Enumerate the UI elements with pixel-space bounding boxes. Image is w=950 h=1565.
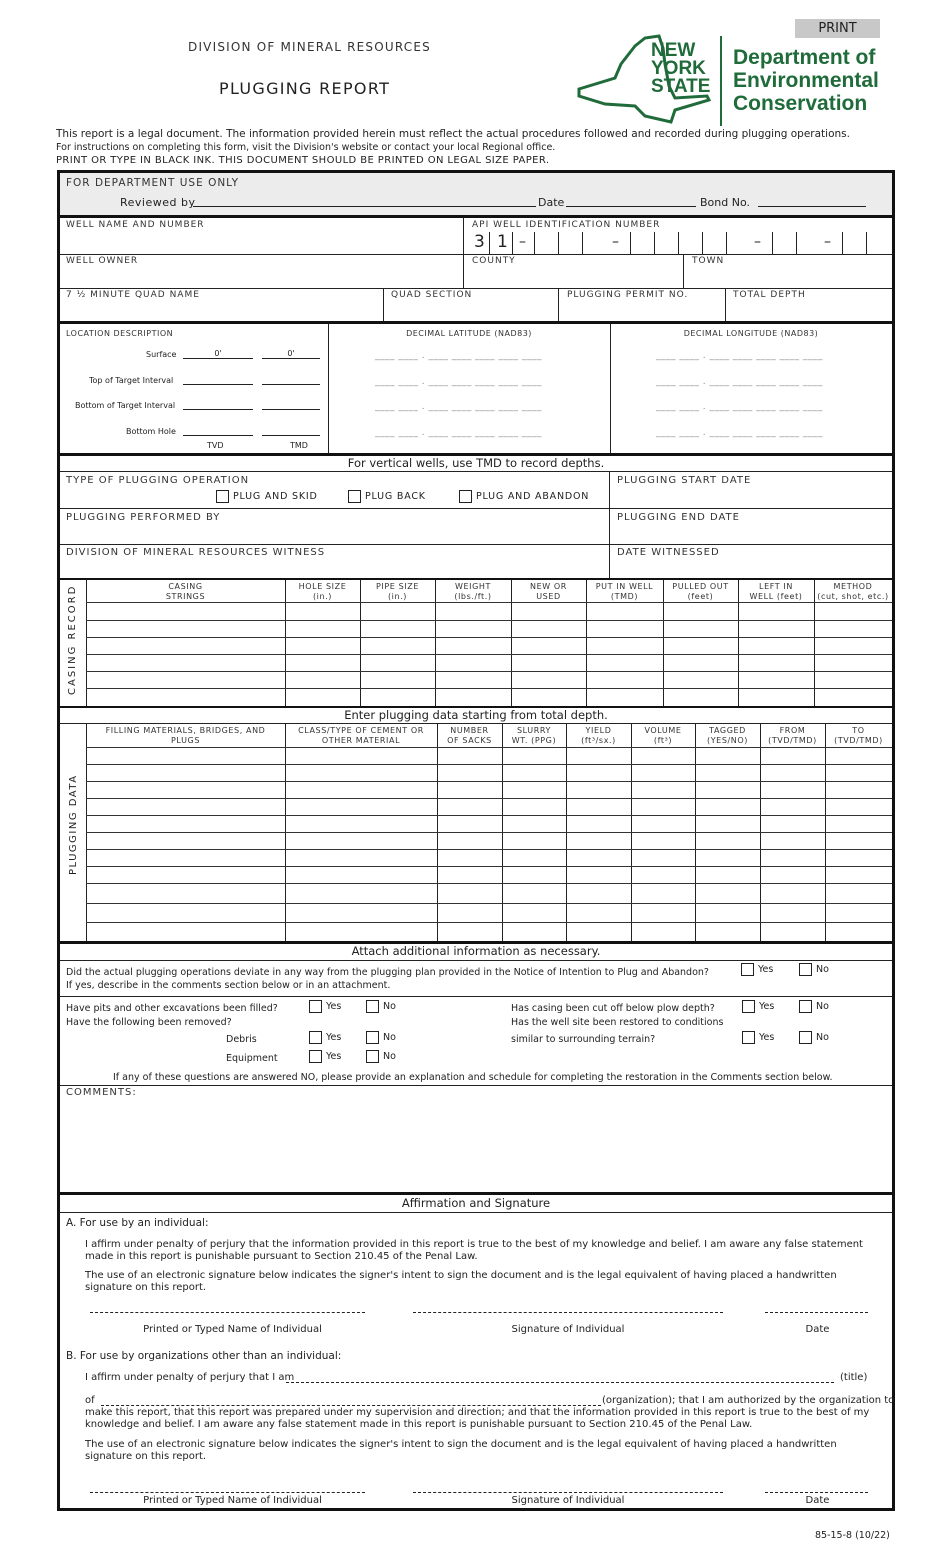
surface-tvd-field[interactable]: 0' xyxy=(183,349,253,359)
deviate-yes[interactable]: Yes xyxy=(741,963,773,976)
nys-logo xyxy=(575,34,895,130)
dept-date-label: Date xyxy=(538,196,565,209)
casing-header-1: HOLE SIZE (in.) xyxy=(298,582,347,601)
affirmation-title: Affirmation and Signature xyxy=(401,1196,551,1210)
api-digit-2: 1 xyxy=(497,232,508,252)
date-witnessed-label: DATE WITNESSED xyxy=(617,547,720,558)
quad-section-label: QUAD SECTION xyxy=(391,290,473,300)
reviewed-by-label: Reviewed by xyxy=(120,196,196,209)
section-b-text-2: make this report, that this report was prepared under my supervision and direction; and that the information provided in this report is true to the best of my knowledge and belief. I am aware any false statement made in this report is punishable pursuant to Section 210.45 of the Penal Law. xyxy=(85,1407,870,1430)
casing-row[interactable] xyxy=(86,602,892,603)
casing-header-5: PUT IN WELL (TMD) xyxy=(595,582,654,601)
casing-header-2: PIPE SIZE (in.) xyxy=(376,582,419,601)
b-signature-field[interactable] xyxy=(413,1492,723,1493)
tvd-label: TVD xyxy=(207,441,224,450)
comments-label: COMMENTS: xyxy=(66,1087,137,1098)
checkbox-icon[interactable] xyxy=(459,490,472,503)
plugging-header-8: TO (TVD/TMD) xyxy=(834,726,883,745)
dept-date-field[interactable] xyxy=(566,206,696,207)
plugging-row[interactable] xyxy=(86,798,892,799)
plugging-note: Enter plugging data starting from total depth. xyxy=(344,708,608,722)
b-signature-label: Signature of Individual xyxy=(511,1495,625,1506)
casing-cut-question: Has casing been cut off below plow depth? xyxy=(511,1003,715,1014)
debris-yes[interactable]: Yes xyxy=(309,1031,341,1044)
api-digit-1: 3 xyxy=(474,232,485,252)
logo-dept-line2: Environmental xyxy=(733,69,879,92)
casing-header-8: METHOD (cut, shot, etc.) xyxy=(817,582,889,601)
division-heading: DIVISION OF MINERAL RESOURCES xyxy=(188,40,431,54)
well-owner-label: WELL OWNER xyxy=(66,256,139,266)
equipment-no[interactable]: No xyxy=(366,1050,396,1063)
bh-tvd-field[interactable] xyxy=(183,427,253,436)
pits-question: Have pits and other excavations been filled? xyxy=(66,1003,278,1014)
equipment-label: Equipment xyxy=(226,1053,278,1064)
form-frame xyxy=(57,170,895,1511)
debris-no[interactable]: No xyxy=(366,1031,396,1044)
plugging-header-1: CLASS/TYPE OF CEMENT OR OTHER MATERIAL xyxy=(298,726,424,745)
deviate-no[interactable]: No xyxy=(799,963,829,976)
latitude-label: DECIMAL LATITUDE (NAD83) xyxy=(406,329,532,338)
b-date-label: Date xyxy=(805,1495,830,1506)
checkbox-icon[interactable] xyxy=(216,490,229,503)
logo-dept-line1: Department of xyxy=(733,46,876,69)
town-label: TOWN xyxy=(692,256,725,266)
a-date-label: Date xyxy=(805,1324,830,1335)
plugging-row[interactable] xyxy=(86,922,892,923)
option-plug-abandon[interactable]: PLUG AND ABANDON xyxy=(459,490,589,503)
bh-tmd-field[interactable] xyxy=(262,427,320,436)
plugging-row[interactable] xyxy=(86,815,892,816)
a-name-label: Printed or Typed Name of Individual xyxy=(143,1324,322,1335)
plug-type-label: TYPE OF PLUGGING OPERATION xyxy=(66,475,250,486)
plugging-header-2: NUMBER OF SACKS xyxy=(447,726,492,745)
plugging-header-3: SLURRY WT. (PPG) xyxy=(511,726,557,745)
a-date-field[interactable] xyxy=(765,1312,868,1313)
casing-row[interactable] xyxy=(86,654,892,655)
well-name-label: WELL NAME AND NUMBER xyxy=(66,220,205,230)
surface-lat[interactable]: ____ ____ . ____ ____ ____ ____ ____ xyxy=(375,351,542,361)
restored-question-1: Has the well site been restored to conditions xyxy=(511,1017,724,1028)
restored-question-2: similar to surrounding terrain? xyxy=(511,1034,656,1045)
permit-no-label: PLUGGING PERMIT NO. xyxy=(567,290,689,300)
location-title: LOCATION DESCRIPTION xyxy=(66,329,174,338)
loc-surface-label: Surface xyxy=(146,350,177,359)
casing-header-7: LEFT IN WELL (feet) xyxy=(749,582,803,601)
plugging-row[interactable] xyxy=(86,883,892,884)
casing-header-0: CASING STRINGS xyxy=(165,582,206,601)
section-b-text: I affirm under penalty of perjury that I am xyxy=(85,1372,295,1383)
county-label: COUNTY xyxy=(472,256,516,266)
logo-state-line1: NEW xyxy=(651,40,696,61)
section-b-title: B. For use by organizations other than an individual: xyxy=(66,1350,342,1362)
b-date-field[interactable] xyxy=(765,1492,868,1493)
section-a-title: A. For use by an individual: xyxy=(66,1217,209,1229)
print-button[interactable]: PRINT xyxy=(795,19,880,38)
tmd-label: TMD xyxy=(290,441,308,450)
casing-header-4: NEW OR USED xyxy=(530,582,567,601)
api-label: API WELL IDENTIFICATION NUMBER xyxy=(472,220,661,230)
comments-field[interactable] xyxy=(60,1100,892,1192)
top-lon[interactable]: ____ ____ . ____ ____ ____ ____ ____ xyxy=(656,377,823,387)
logo-state-line3: STATE xyxy=(651,76,711,97)
casing-header-3: WEIGHT (lbs./ft.) xyxy=(454,582,492,601)
plugging-header-7: FROM (TVD/TMD) xyxy=(768,726,817,745)
logo-dept-line3: Conservation xyxy=(733,92,868,115)
b-title-suffix: (title) xyxy=(840,1372,868,1383)
plugging-header-6: TAGGED (YES/NO) xyxy=(706,726,749,745)
bottom-tvd-field[interactable] xyxy=(183,401,253,410)
api-boxes[interactable]: – – – – xyxy=(466,232,892,254)
casing-row[interactable] xyxy=(86,671,892,672)
casing-row[interactable] xyxy=(86,688,892,689)
pits-yes[interactable]: Yes xyxy=(309,1000,341,1013)
b-name-label: Printed or Typed Name of Individual xyxy=(143,1495,322,1506)
intro-line-1: This report is a legal document. The information provided herein must reflect the actual procedures followed and recorded during plugging operations. xyxy=(56,128,850,140)
performed-by-label: PLUGGING PERFORMED BY xyxy=(66,512,221,523)
bottom-lat[interactable]: ____ ____ . ____ ____ ____ ____ ____ xyxy=(375,402,542,412)
a-signature-label: Signature of Individual xyxy=(511,1324,625,1335)
loc-top-label: Top of Target Interval xyxy=(89,376,174,385)
top-tmd-field[interactable] xyxy=(262,376,320,385)
witness-label: DIVISION OF MINERAL RESOURCES WITNESS xyxy=(66,547,326,558)
casing-row[interactable] xyxy=(86,620,892,621)
b-title-field[interactable] xyxy=(286,1382,834,1383)
intro-line-2: For instructions on completing this form, visit the Division's website or contact your local Regional office. xyxy=(56,142,556,153)
b-of-label: of xyxy=(85,1395,95,1406)
attach-note: Attach additional information as necessary. xyxy=(351,944,601,958)
loc-bottomhole-label: Bottom Hole xyxy=(126,427,176,436)
plugging-row[interactable] xyxy=(86,764,892,765)
bh-lon[interactable]: ____ ____ . ____ ____ ____ ____ ____ xyxy=(656,428,823,438)
bottom-tmd-field[interactable] xyxy=(262,401,320,410)
surface-tmd-field[interactable]: 0' xyxy=(262,349,320,359)
section-a-esig: The use of an electronic signature below indicates the signer's intent to sign the document and is the legal equivalent of having placed a handwritten signature on this report. xyxy=(85,1270,837,1293)
logo-state-line2: YORK xyxy=(651,58,706,79)
b-org-text: (organization); that I am authorized by the organization to xyxy=(602,1395,895,1406)
quad-name-label: 7 ½ MINUTE QUAD NAME xyxy=(66,290,200,300)
equipment-yes[interactable]: Yes xyxy=(309,1050,341,1063)
plugging-row[interactable] xyxy=(86,849,892,850)
end-date-label: PLUGGING END DATE xyxy=(617,512,740,523)
bond-field[interactable] xyxy=(758,206,866,207)
reviewed-by-field[interactable] xyxy=(193,206,536,207)
total-depth-label: TOTAL DEPTH xyxy=(733,290,806,300)
plugging-side-label: PLUGGING DATA xyxy=(68,774,79,875)
casing-header-6: PULLED OUT (feet) xyxy=(672,582,729,601)
plugging-row[interactable] xyxy=(86,903,892,904)
section-a-text: I affirm under penalty of perjury that the information provided in this report is true to the best of my knowledge and belief. I am aware any false statement made in this report is punishable pursuant to Section 210.45 of the Penal Law. xyxy=(85,1239,863,1262)
questions-note: If any of these questions are answered NO, please provide an explanation and schedule for completing the restoration in the Comments section below. xyxy=(113,1072,833,1083)
b-org-field[interactable] xyxy=(101,1405,601,1406)
restored-no[interactable]: No xyxy=(799,1031,829,1044)
deviate-question: Did the actual plugging operations deviate in any way from the plugging plan provided in the Notice of Intention to Plug and Abandon? xyxy=(66,967,709,978)
intro-line-3: PRINT OR TYPE IN BLACK INK. THIS DOCUMENT SHOULD BE PRINTED ON LEGAL SIZE PAPER. xyxy=(56,155,550,166)
longitude-label: DECIMAL LONGITUDE (NAD83) xyxy=(683,329,819,338)
casing-cut-no[interactable]: No xyxy=(799,1000,829,1013)
casing-side-label: CASING RECORD xyxy=(67,584,78,695)
option-plug-back[interactable]: PLUG BACK xyxy=(348,490,426,503)
surface-lon[interactable]: ____ ____ . ____ ____ ____ ____ ____ xyxy=(656,351,823,361)
logo-divider xyxy=(720,36,722,126)
restored-yes[interactable]: Yes xyxy=(742,1031,774,1044)
plugging-header-0: FILLING MATERIALS, BRIDGES, AND PLUGS xyxy=(105,726,266,745)
top-lat[interactable]: ____ ____ . ____ ____ ____ ____ ____ xyxy=(375,377,542,387)
loc-bottom-label: Bottom of Target Interval xyxy=(75,401,176,410)
plugging-header-5: VOLUME (ft³) xyxy=(644,726,682,745)
casing-cut-yes[interactable]: Yes xyxy=(742,1000,774,1013)
vertical-note: For vertical wells, use TMD to record depths. xyxy=(347,456,605,470)
form-number: 85-15-8 (10/22) xyxy=(815,1530,890,1541)
bh-lat[interactable]: ____ ____ . ____ ____ ____ ____ ____ xyxy=(375,428,542,438)
checkbox-icon[interactable] xyxy=(348,490,361,503)
pits-no[interactable]: No xyxy=(366,1000,396,1013)
a-name-field[interactable] xyxy=(90,1312,365,1313)
deviate-question-2: If yes, describe in the comments section below or in an attachment. xyxy=(66,980,391,991)
casing-row[interactable] xyxy=(86,637,892,638)
top-tvd-field[interactable] xyxy=(183,376,253,385)
plugging-row[interactable] xyxy=(86,747,892,748)
debris-label: Debris xyxy=(226,1034,257,1045)
bottom-lon[interactable]: ____ ____ . ____ ____ ____ ____ ____ xyxy=(656,402,823,412)
page-title: PLUGGING REPORT xyxy=(219,79,391,98)
dept-use-title: FOR DEPARTMENT USE ONLY xyxy=(66,177,240,189)
plugging-header-4: YIELD (ft³/sx.) xyxy=(581,726,616,745)
bond-label: Bond No. xyxy=(700,196,750,209)
start-date-label: PLUGGING START DATE xyxy=(617,475,752,486)
plugging-row[interactable] xyxy=(86,832,892,833)
a-signature-field[interactable] xyxy=(413,1312,723,1313)
plugging-row[interactable] xyxy=(86,866,892,867)
plugging-row[interactable] xyxy=(86,781,892,782)
option-plug-skid[interactable]: PLUG AND SKID xyxy=(216,490,318,503)
b-name-field[interactable] xyxy=(90,1492,365,1493)
removed-question: Have the following been removed? xyxy=(66,1017,232,1028)
section-b-esig: The use of an electronic signature below indicates the signer's intent to sign the document and is the legal equivalent of having placed a handwritten signature on this report. xyxy=(85,1439,837,1462)
